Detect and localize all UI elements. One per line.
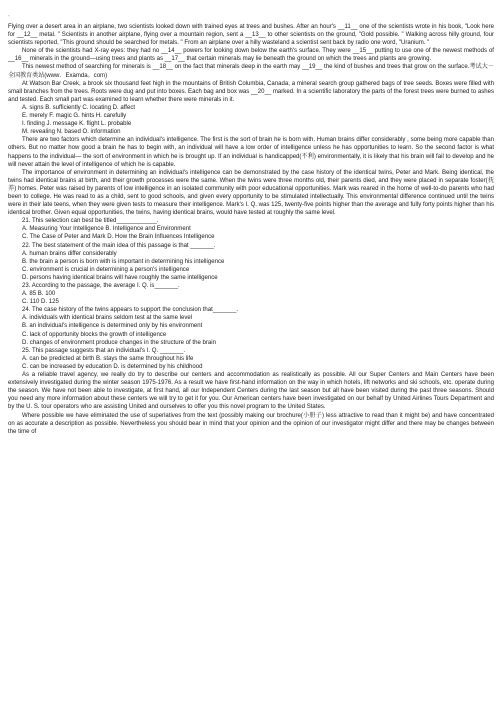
paragraph: C. can be increased by education D. is determined by his childhood	[22, 363, 203, 370]
paragraph: A. individuals with identical brains seldom test at the same level	[22, 315, 193, 322]
paragraph: D. changes of environment produce changes in the structure of the brain	[22, 339, 216, 346]
paragraph: A. human brains differ considerably	[22, 250, 117, 257]
paragraph: The importance of environment in determining an individual's intelligence can be demonstrated by the case history of the identical twins, Peter and Mark. Being identical, the twins had identical brains at birth, and their growth processes were the same. When the twins were three months old, their parents died, and they were placed in separate foster(抚养) homes. Peter was raised by parents of low intelligence in an isolated community with poor educational opportunities. Mark was reared in the home of well-to-do parents who had been to college. He was read to as a child, sent to good schools, and given every opportunity to be stimulated intellectually. This environmental difference continued until the twins were in their late teens, when they were given tests to measure their intelligence. Mark's I. Q. was 125, twenty-five points higher than the average and fully forty points higher than his identical brother. Given equal opportunities, the twins, having identical brains, would have tested at roughly the same level.	[8, 169, 494, 217]
paragraph: Flying over a desert area in an airplane, two scientists looked down with trained eyes at trees and bushes. After an hour's __11__ one of the scientists wrote in his book, "Look here for __12__ metal. " Scientists in another airplane, flying over a mountain region, sent a __13__ to other scientists on the ground, "Gold possible. " Walking across hilly ground, four scientists reported, "This ground should be searched for metals. " From an airplane over a hilly wasteland a scientist sent back by radio one word, "Uranium. "	[8, 24, 494, 47]
bullet-marker: ▫	[8, 13, 10, 18]
paragraph: I. finding J. message K. flight L. probable	[22, 121, 132, 128]
paragraph: 21. This selection can best be titled____________.	[22, 218, 159, 225]
paragraph: A. can be predicted at birth B. stays the same throughout his life	[22, 355, 194, 362]
document-body	[8, 23, 494, 436]
paragraph: None of the scientists had X-ray eyes: they had no __14__ powers for looking down below the earth's surface. They were __15__ putting to use one of the newest methods of __16__ minerals in the ground—using trees and plants as __17__ that certain minerals may lie beneath the ground on which the trees and plants are growing.	[8, 48, 494, 63]
paragraph: B. the brain a person is born with is important in determining his intelligence	[22, 258, 225, 265]
paragraph: A. Measuring Your Intelligence B. Intelligence and Environment	[22, 226, 191, 233]
paragraph: B. an individual's intelligence is determined only by his environment	[22, 323, 203, 330]
paragraph: At Watson Bar Creek, a brook six thousand feet high in the mountains of British Columbia, Canada, a mineral search group gathered bags of tree seeds. Boxes were filled with small branches from the trees. Roots were dug and put into boxes. Each bag and box was __20__ marked. In a scientific laboratory the parts of the forest trees were burned to ashes and tested. Each small part was examined to learn whether there were minerals in it.	[8, 80, 494, 103]
paragraph: 22. The best statement of the main idea of this passage is that _______.	[22, 242, 216, 249]
paragraph: As a reliable travel agency, we really do try to describe our centers and accommodation as realistically as possible. All our Super Centers and Main Centers have been extensively investigated during the winter season 1975-1976. As a result we have first-hand information on the way in which hotels, lift networks and ski schools, etc. operate during the season. We have not been able to investigate, at first hand, all our Independent Centers during the last season but all have been visited during the past three seasons. Should you need any more information about these centers we will try to get it for you. Our American centers have been investigated on our behalf by United Airlines Tours Department and by the U. S. tour operators who are assisting United and ourselves to offer you this novel program to the United States.	[8, 372, 494, 411]
paragraph: C. 110 D. 125	[22, 299, 59, 306]
paragraph: 24. The case history of the twins appears to support the conclusion that_______.	[22, 307, 239, 314]
paragraph: This newest method of searching for minerals is __18__ on the fact that minerals deep in the earth may __19__ the kind of bushes and trees that grow on the surface.考试大－全国教育类站(www．Examda。com)	[8, 64, 494, 79]
paragraph: 23. According to the passage, the average I. Q. is_______.	[22, 283, 180, 289]
paragraph: A. signs B. sufficiently C. locating D. affect	[22, 104, 136, 111]
paragraph: C. lack of opportunity blocks the growth of intelligence	[22, 331, 167, 338]
paragraph: Where possible we have eliminated the use of superlatives from the text (possibly making our brochure(小册子) less attractive to read than it might be) and have concentrated on as accurate a description as possible. Nevertheless you should bear in mind that your opinion and the opinion of our investigator might differ and there may be changes between the time of	[8, 412, 494, 435]
paragraph: M. revealing N. based O. information	[22, 129, 121, 136]
paragraph: C. The Case of Peter and Mark D. How the Brain Influences Intelligence	[22, 234, 215, 241]
paragraph: 25. This passage suggests that an individual's I. Q. _______.	[22, 347, 186, 354]
paragraph: C. environment is crucial in determining a person's intelligence	[22, 266, 190, 273]
paragraph: There are two factors which determine an individual's intelligence. The first is the sort of brain he is born with. Human brains differ considerably , some being more capable than others. But no matter how good a brain he has to begin with, an individual will have a low order of intelligence unless he has opportunities to learn. So the second factor is what happens to the individual— the sort of environment in which he is brought up. If an individual is handicapped(不利) environmentally, it is likely that his brain will fail to develop and he will never attain the level of intelligence of which he is capable.	[8, 137, 494, 168]
paragraph: A. 85 B. 100	[22, 291, 56, 298]
paragraph: D. persons having identical brains will have roughly the same intelligence	[22, 274, 218, 281]
paragraph: E. merely F. magic G. hints H. carefully	[22, 113, 127, 120]
